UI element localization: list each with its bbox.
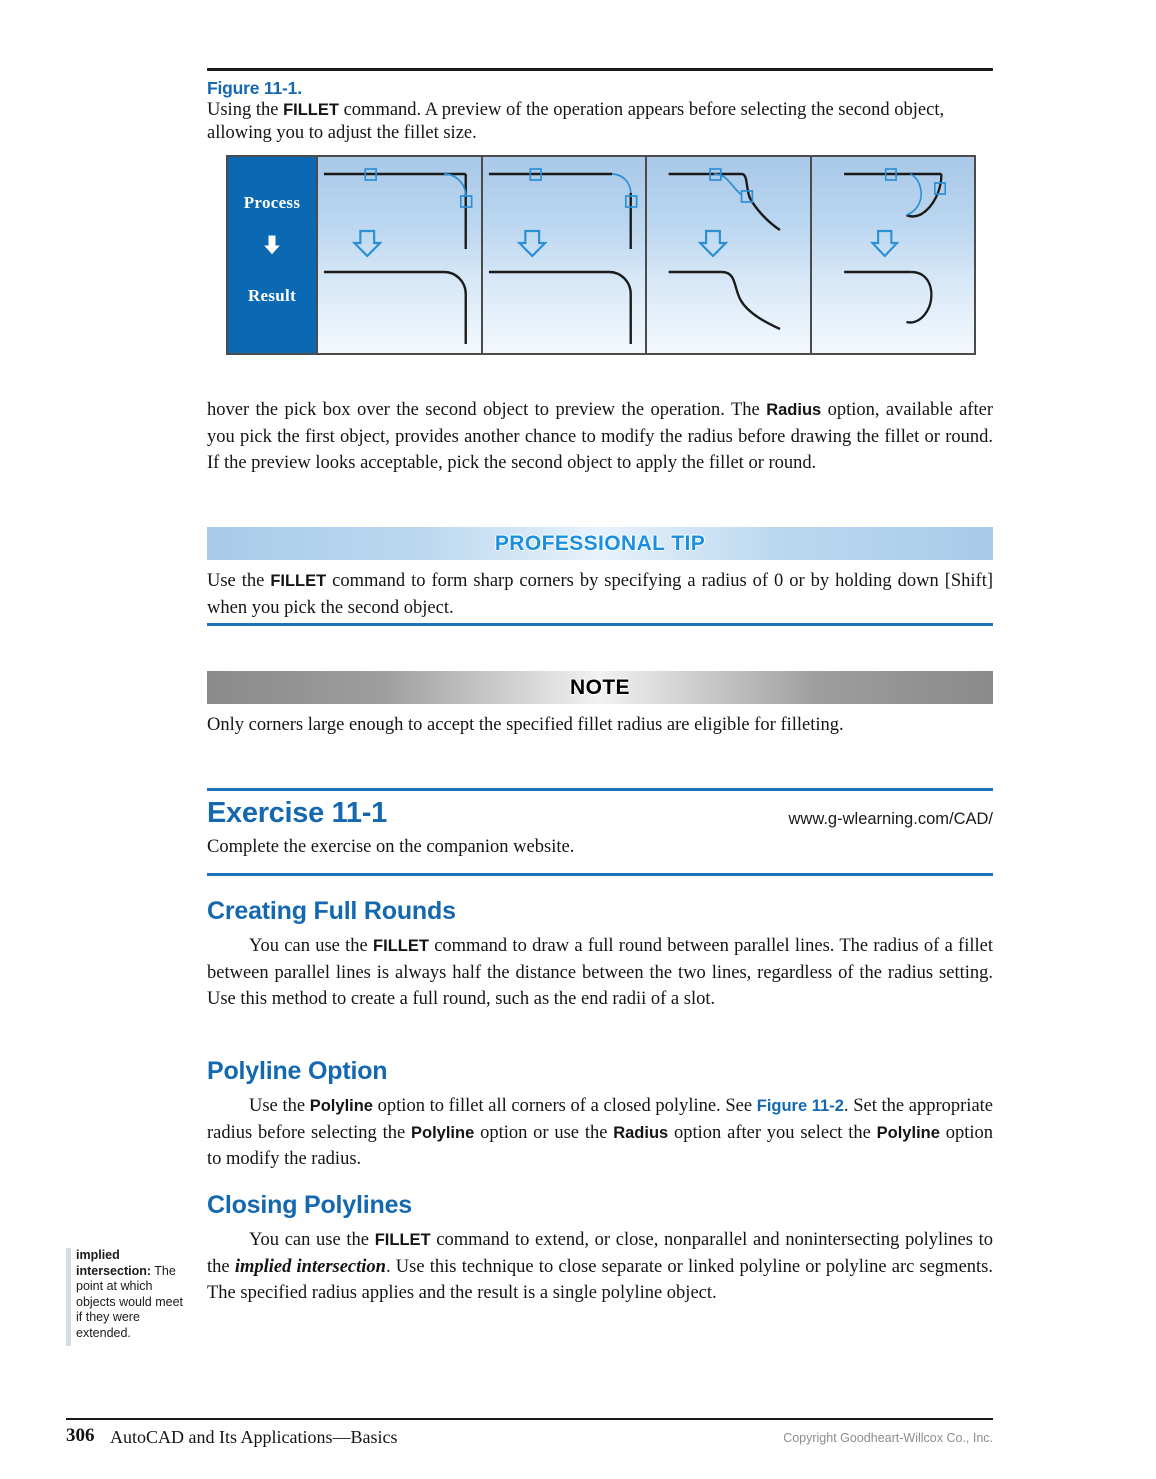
figure-panel-2	[483, 157, 648, 353]
cfr-text-2: command to draw a full round between parallel lines. The radius of a fillet between parallel lines is always half the distance between the two lines, regardless of the radius setting. Use this method to create a full round, such as the end radii of a slot.	[207, 936, 993, 1009]
section-body-polyline-option	[207, 1093, 993, 1173]
heading-polyline-option: Polyline Option	[207, 1057, 388, 1085]
po-polyline-term-1: Polyline	[309, 1097, 373, 1115]
figure-panel-3	[647, 157, 812, 353]
exercise-url[interactable]: www.g-wlearning.com/CAD/	[788, 810, 993, 828]
figure-panel-1	[318, 157, 483, 353]
figure-caption-text-1: Using the	[207, 100, 284, 120]
margin-note-definition: The point at which objects would meet if they were extended.	[76, 1263, 184, 1340]
margin-note-implied-intersection	[76, 1248, 189, 1342]
professional-tip-bottom-rule	[207, 623, 993, 626]
po-text-3: . Set the appropriate radius before selecting the	[207, 1096, 994, 1143]
cp-implied-intersection-term: implied intersection	[234, 1256, 386, 1277]
note-heading: NOTE	[570, 676, 630, 699]
note-body: Only corners large enough to accept the specified fillet radius are eligible for filleting.	[207, 715, 844, 735]
professional-tip-bar	[207, 527, 993, 560]
professional-tip-heading: PROFESSIONAL TIP	[494, 532, 706, 555]
tip-fillet-term: FILLET	[270, 572, 327, 590]
po-polyline-term-3: Polyline	[876, 1123, 940, 1142]
exercise-title: Exercise 11-1	[207, 797, 387, 829]
po-text-1: Use the	[249, 1096, 310, 1116]
po-text-5: option after you select the	[668, 1122, 877, 1143]
footer-copyright: Copyright Goodheart-Willcox Co., Inc.	[783, 1431, 993, 1445]
cp-fillet-term: FILLET	[374, 1231, 431, 1249]
para-text-2: option, available after you pick the first object, provides another chance to modify the radius before drawing the fillet or round. If the preview looks acceptable, pick the second object to apply the fillet or round.	[207, 400, 993, 473]
cfr-fillet-term: FILLET	[373, 937, 429, 955]
exercise-top-rule	[207, 788, 993, 791]
cp-text-1: You can use the	[249, 1230, 375, 1250]
figure-caption-text-2: command. A preview of the operation appears before selecting the second object, allowing you to adjust the fillet size.	[207, 100, 945, 143]
cfr-text-1: You can use the	[249, 936, 374, 956]
footer-rule	[66, 1418, 993, 1420]
figure-top-rule	[207, 68, 993, 71]
note-bar	[207, 671, 993, 704]
po-polyline-term-2: Polyline	[411, 1123, 475, 1142]
heading-closing-polylines: Closing Polylines	[207, 1191, 412, 1219]
tip-text-1: Use the	[207, 571, 271, 591]
figure-11-2-reference[interactable]: Figure 11-2	[756, 1097, 844, 1115]
figure-label: Figure 11-1.	[207, 78, 302, 98]
figure-result-label: Result	[247, 286, 297, 305]
po-text-4: option or use the	[474, 1122, 614, 1143]
down-arrow-icon	[259, 232, 285, 263]
po-text-2: option to fillet all corners of a closed polyline. See	[373, 1096, 757, 1116]
para-radius-term: Radius	[766, 401, 822, 419]
margin-note-accent-bar	[66, 1248, 71, 1346]
po-radius-term: Radius	[613, 1123, 669, 1142]
section-body-closing-polylines	[207, 1227, 993, 1307]
exercise-bottom-rule	[207, 873, 993, 876]
para-text-1: hover the pick box over the second object to preview the operation. The	[207, 400, 767, 420]
margin-note-term: implied intersection:	[76, 1248, 152, 1278]
figure-11-1	[226, 155, 976, 355]
paragraph-after-figure	[207, 397, 993, 477]
po-text-6: option to modify the radius.	[207, 1122, 993, 1169]
figure-caption	[207, 99, 993, 145]
cp-text-2: command to extend, or close, nonparallel and noninter​secting polylines to the	[207, 1230, 993, 1277]
tip-text-2: command to form sharp corners by specifying a radius of 0 or by holding down [Shift] when you pick the second object.	[207, 571, 993, 618]
figure-process-label: Process	[243, 193, 301, 212]
heading-creating-full-rounds: Creating Full Rounds	[207, 897, 456, 925]
figure-panel-4	[812, 157, 975, 353]
exercise-subtitle: Complete the exercise on the companion website.	[207, 837, 575, 857]
figure-caption-command: FILLET	[283, 101, 339, 119]
cp-text-3: . Use this technique to close separate or linked polyline or polyline arc segments. The specified radius applies and the result is a single polyline object.	[207, 1256, 993, 1303]
footer-book-title: AutoCAD and Its Applications—Basics	[110, 1427, 398, 1447]
figure-sidebar	[228, 157, 318, 353]
section-body-creating-full-rounds	[207, 933, 993, 1013]
professional-tip-body	[207, 568, 993, 621]
footer-page-number: 306	[66, 1425, 95, 1446]
